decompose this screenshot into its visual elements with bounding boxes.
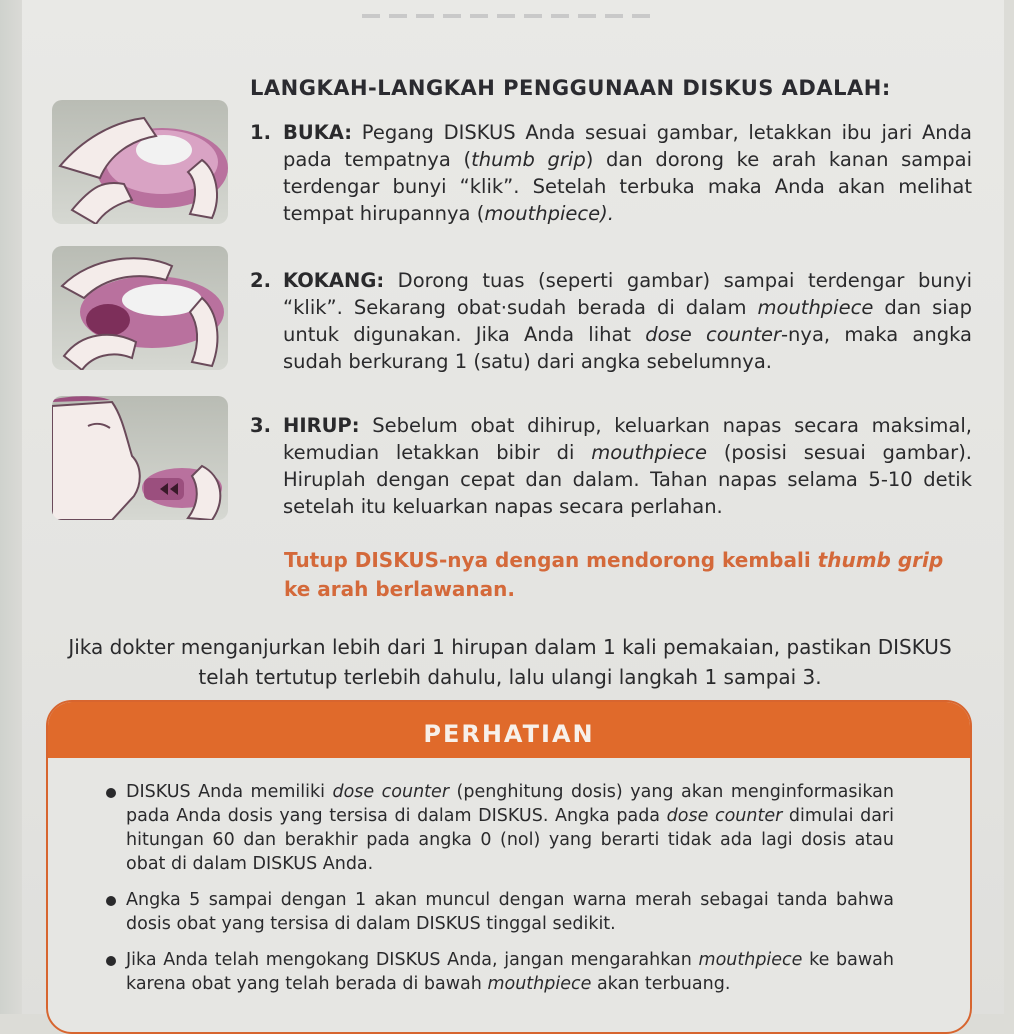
list-item: DISKUS Anda memiliki dose counter (penghitung dosis) yang akan menginformasikan pada Anda dosis yang tersisa di dalam DISKUS. Angka pada dose counter dimulai dari hitungan 60 dan berakhir pada angka 0 (nol) yang berarti tidak ada lagi dosis atau obat di dalam DISKUS Anda. — [126, 780, 894, 876]
step-text: BUKA: Pegang DISKUS Anda sesuai gambar, letakkan ibu jari Anda pada tempatnya (thumb grip) dan dorong ke arah kanan sampai terdengar bunyi “klik”. Setelah terbuka maka Anda akan melihat tempat hirupannya (mouthpiece). — [283, 121, 972, 225]
step-3 — [250, 412, 972, 520]
package-edge — [0, 0, 22, 1014]
step-2-illustration — [52, 246, 228, 370]
attention-heading: PERHATIAN — [48, 702, 970, 758]
step-3-illustration — [52, 396, 228, 520]
step-text: HIRUP: Sebelum obat dihirup, keluarkan napas secara maksimal, kemudian letakkan bibir di mouthpiece (posisi sesuai gambar). Hiruplah dengan cepat dan dalam. Tahan napas selama 5-10 detik setelah itu keluarkan napas secara perlahan. — [283, 414, 973, 518]
person-inhaling-icon — [52, 396, 228, 520]
step-label: HIRUP: — [283, 414, 360, 437]
thumb-push-lever-icon — [52, 246, 228, 370]
fold-dashes — [362, 14, 658, 18]
bullet-dot-icon — [106, 896, 116, 906]
list-item: Jika Anda telah mengokang DISKUS Anda, jangan mengarahkan mouthpiece ke bawah karena obat yang telah berada di bawah mouthpiece akan terbuang. — [126, 948, 894, 996]
step-1-illustration — [52, 100, 228, 224]
step-label: KOKANG: — [283, 269, 385, 292]
step-number: 1. — [250, 121, 271, 144]
close-note: Tutup DISKUS-nya dengan mendorong kembali thumb grip ke arah berlawanan. — [284, 548, 944, 601]
instructions-title: LANGKAH-LANGKAH PENGGUNAAN DISKUS ADALAH: — [250, 76, 891, 100]
step-1 — [250, 119, 972, 227]
attention-list — [48, 758, 970, 996]
bullet-dot-icon — [106, 788, 116, 798]
step-2 — [250, 267, 972, 375]
list-item: Angka 5 sampai dengan 1 akan muncul dengan warna merah sebagai tanda bahwa dosis obat yang tersisa di dalam DISKUS tinggal sedikit. — [126, 888, 894, 936]
attention-box — [46, 700, 972, 1034]
step-number: 2. — [250, 269, 271, 292]
bullet-dot-icon — [106, 956, 116, 966]
step-text: KOKANG: Dorong tuas (seperti gambar) sampai terdengar bunyi “klik”. Sekarang obat·sudah berada di dalam mouthpiece dan siap untuk digunakan. Jika Anda lihat dose counter-nya, maka angka sudah berkurang 1 (satu) dari angka sebelumnya. — [283, 269, 972, 373]
repeat-advice: Jika dokter menganjurkan lebih dari 1 hirupan dalam 1 kali pemakaian, pastikan DISKUS telah tertutup terlebih dahulu, lalu ulangi langkah 1 sampai 3. — [68, 635, 952, 689]
step-label: BUKA: — [283, 121, 353, 144]
hand-holding-diskus-icon — [52, 100, 228, 224]
step-number: 3. — [250, 414, 271, 437]
